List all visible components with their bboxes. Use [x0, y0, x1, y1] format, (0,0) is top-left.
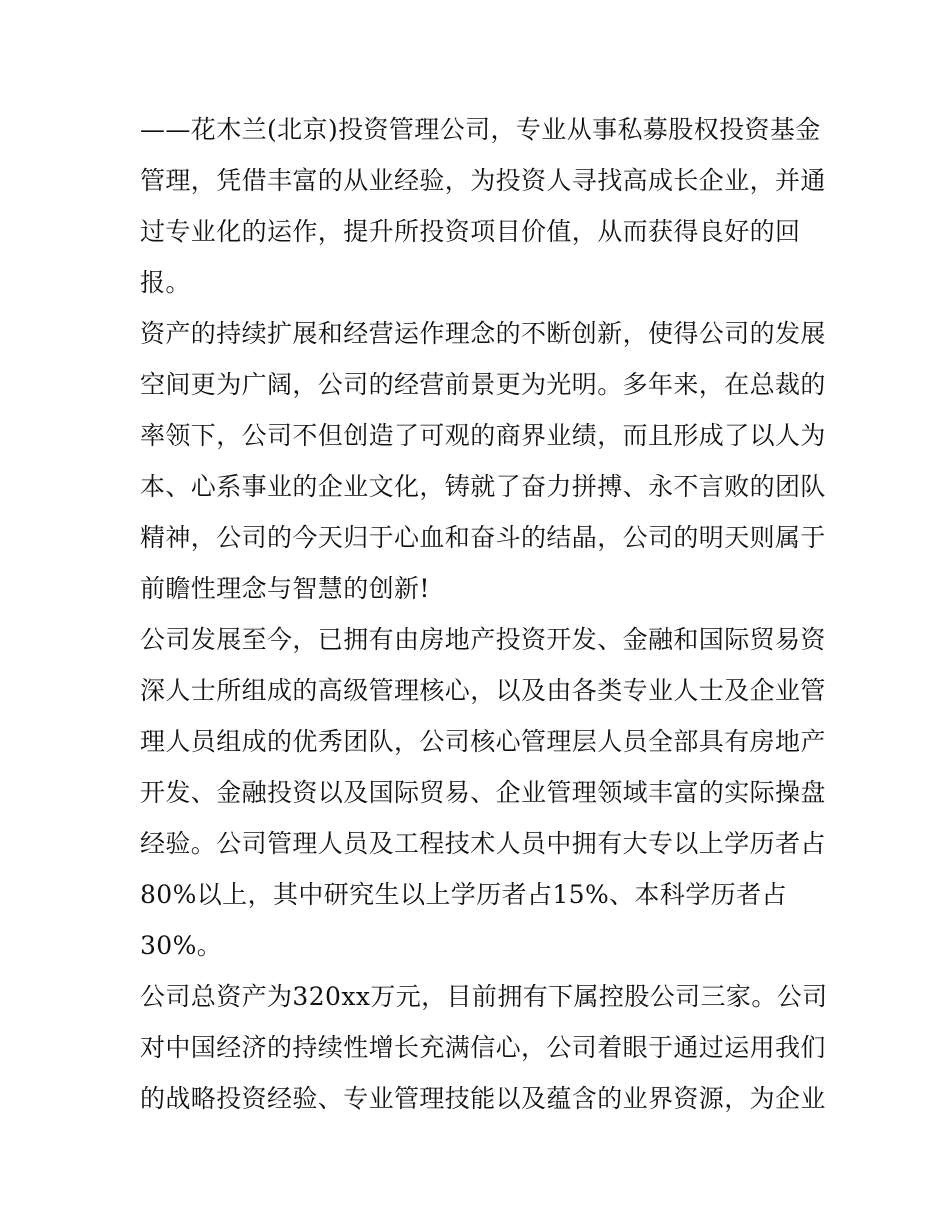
text-line: 公司总资产为320xx万元，目前拥有下属控股公司三家。公司: [140, 982, 828, 1011]
body-text: [140, 104, 828, 1124]
text-line: 报。: [140, 268, 191, 297]
text-line: 过专业化的运作，提升所投资项目价值，从而获得良好的回: [140, 217, 801, 246]
text-line: 理人员组成的优秀团队，公司核心管理层人员全部具有房地产: [140, 727, 826, 756]
paragraph-management-team: [140, 614, 826, 971]
text-line: 空间更为广阔，公司的经营前景更为光明。多年来，在总裁的: [140, 370, 826, 399]
text-line: 开发、金融投资以及国际贸易、企业管理领域丰富的实际操盘: [140, 778, 826, 807]
text-line: 前瞻性理念与智慧的创新!: [140, 574, 430, 603]
paragraph-company-culture: [140, 308, 826, 614]
text-line: 深人士所组成的高级管理核心，以及由各类专业人士及企业管: [140, 676, 826, 705]
text-line: 公司发展至今，已拥有由房地产投资开发、金融和国际贸易资: [140, 625, 826, 654]
text-line: 精神，公司的今天归于心血和奋斗的结晶，公司的明天则属于: [140, 523, 826, 552]
paragraph-company-intro: [140, 104, 826, 308]
text-line: 对中国经济的持续性增长充满信心，公司着眼于通过运用我们: [140, 1033, 826, 1062]
text-line: 本、心系事业的企业文化，铸就了奋力拼搏、永不言败的团队: [140, 472, 826, 501]
paragraph-company-assets: [140, 971, 828, 1124]
text-line: 80%以上，其中研究生以上学历者占15%、本科学历者占: [140, 880, 787, 909]
text-line: ——花木兰(北京)投资管理公司，专业从事私募股权投资基金: [140, 115, 821, 144]
text-line: 率领下，公司不但创造了可观的商界业绩，而且形成了以人为: [140, 421, 826, 450]
text-line: 的战略投资经验、专业管理技能以及蕴含的业界资源，为企业: [140, 1084, 826, 1113]
text-line: 资产的持续扩展和经营运作理念的不断创新，使得公司的发展: [140, 319, 826, 348]
text-line: 30%。: [140, 931, 223, 960]
text-line: 管理，凭借丰富的从业经验，为投资人寻找高成长企业，并通: [140, 166, 826, 195]
text-line: 经验。公司管理人员及工程技术人员中拥有大专以上学历者占: [140, 829, 826, 858]
